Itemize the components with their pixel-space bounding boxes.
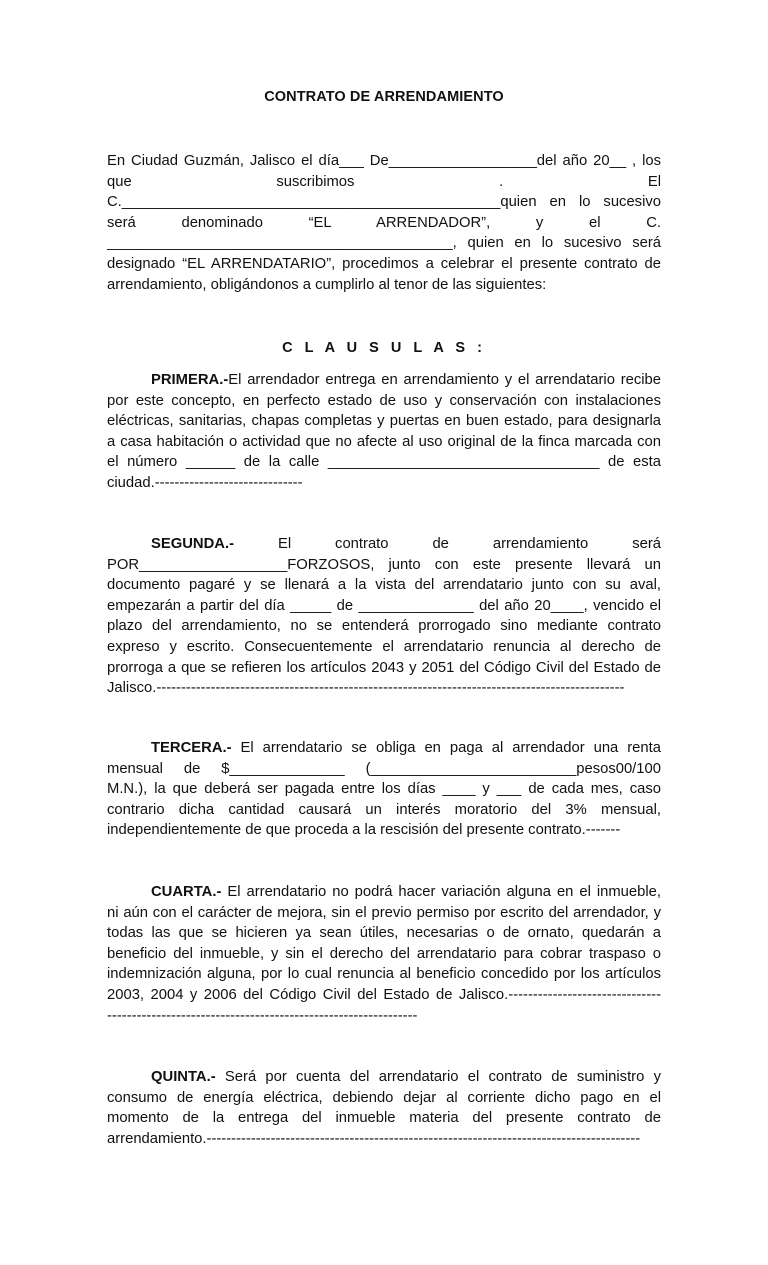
document-title: CONTRATO DE ARRENDAMIENTO — [264, 89, 504, 105]
clause-quinta — [107, 1067, 661, 1149]
clause-first-line — [107, 882, 661, 903]
clause-label: SEGUNDA.- — [151, 536, 235, 552]
clause-line: todas las que se hicieren ya sean útiles, necesarias o de ornato, quedarán a — [107, 925, 661, 942]
clause-cuarta — [107, 882, 661, 1026]
intro-line: será denominado “EL ARRENDADOR”, y el C. — [107, 214, 661, 231]
intro-line: __________________________________________, quien en lo sucesivo será — [107, 235, 661, 252]
clause-line: contrario dicha cantidad causará un interés moratorio del 3% mensual, — [107, 801, 661, 818]
clause-line: 2003, 2004 y 2006 del Código Civil del Estado de Jalisco.------------------------------- — [107, 986, 661, 1003]
intro-line: designado “EL ARRENDATARIO”, procedimos a celebrar el presente contrato de — [107, 255, 661, 272]
clause-line: M.N.), la que deberá ser pagada entre los días ____ y ___ de cada mes, caso — [107, 781, 661, 798]
clause-line: el número ______ de la calle _________________________________ de esta — [107, 454, 661, 471]
intro-paragraph — [107, 151, 661, 295]
clause-first-line — [107, 370, 661, 391]
clause-label: QUINTA.- — [151, 1069, 216, 1085]
clause-line: consumo de energía eléctrica, debiendo dejar al corriente dicho pago en el — [107, 1089, 661, 1106]
clause-line: ni aún con el carácter de mejora, sin el previo permiso por escrito del arrendador, y — [107, 904, 661, 921]
clause-line: eléctricas, sanitarias, chapas completas y puertas en buen estado, para designarla — [107, 413, 661, 430]
clause-line: beneficio del inmueble, y sin el derecho del arrendatario para cobrar traspaso o — [107, 945, 661, 962]
clause-text: El arrendatario se obliga en paga al arrendador una renta — [240, 740, 661, 756]
intro-line: C.______________________________________________quien en lo sucesivo — [107, 194, 661, 211]
clause-primera — [107, 370, 661, 494]
clause-segunda — [107, 534, 661, 699]
clause-label: TERCERA.- — [151, 740, 232, 756]
clause-line: a casa habitación o actividad que no afecte al uso original de la finca marcada con — [107, 433, 661, 450]
clause-line: POR__________________FORZOSOS, junto con este presente llevará un — [107, 556, 661, 573]
clauses-heading: C L A U S U L A S : — [282, 340, 486, 356]
clause-text: El arrendatario no podrá hacer variación alguna en el inmueble, — [227, 884, 661, 900]
intro-line: que suscribimos . El — [107, 173, 661, 190]
clause-line: por este concepto, en perfecto estado de uso y conservación con instalaciones — [107, 392, 661, 409]
clause-tercera — [107, 738, 661, 841]
intro-line: arrendamiento, obligándonos a cumplirlo al tenor de las siguientes: — [107, 276, 547, 293]
clause-first-line — [107, 738, 661, 759]
clause-line: prorroga a que se refieren los artículos 2043 y 2051 del Código Civil del Estado de — [107, 659, 661, 676]
clause-line: mensual de $______________ (_________________________pesos00/100 — [107, 760, 661, 777]
intro-line: En Ciudad Guzmán, Jalisco el día___ De__________________del año 20__ , los — [107, 153, 661, 169]
clause-text: El arrendador entrega en arrendamiento y el arrendatario recibe — [228, 372, 661, 388]
clause-first-line — [107, 1067, 661, 1088]
clause-first-line — [107, 534, 661, 555]
clause-text: El contrato de arrendamiento será — [277, 536, 661, 552]
clause-text: Será por cuenta del arrendatario el contrato de suministro y — [224, 1069, 661, 1085]
clause-line: --------------------------------------------------------------- — [107, 1007, 418, 1024]
clause-line: plazo del arrendamiento, no se entenderá prorrogado sino mediante contrato — [107, 618, 661, 635]
clause-line: expreso y escrito. Consecuentemente el arrendatario renuncia al derecho de — [107, 638, 661, 655]
clause-label: CUARTA.- — [151, 884, 222, 900]
clause-label: PRIMERA.- — [151, 372, 229, 388]
clause-line: momento de la entrega del inmueble materia del presente contrato de — [107, 1110, 661, 1127]
clause-line: independientemente de que proceda a la rescisión del presente contrato.------- — [107, 822, 621, 839]
clause-line: documento pagaré y se llenará a la vista del arrendatario junto con su aval, — [107, 577, 661, 594]
clause-line: ciudad.------------------------------ — [107, 474, 303, 491]
clause-line: arrendamiento.---------------------------------------------------------------------------------------- — [107, 1130, 641, 1147]
clause-line: empezarán a partir del día _____ de ______________ del año 20____, vencido el — [107, 597, 661, 614]
clause-line: indemnización alguna, por lo cual renuncia al beneficio concedido por los artículos — [107, 966, 661, 983]
clause-line: Jalisco.----------------------------------------------------------------------------------------------- — [107, 680, 625, 697]
